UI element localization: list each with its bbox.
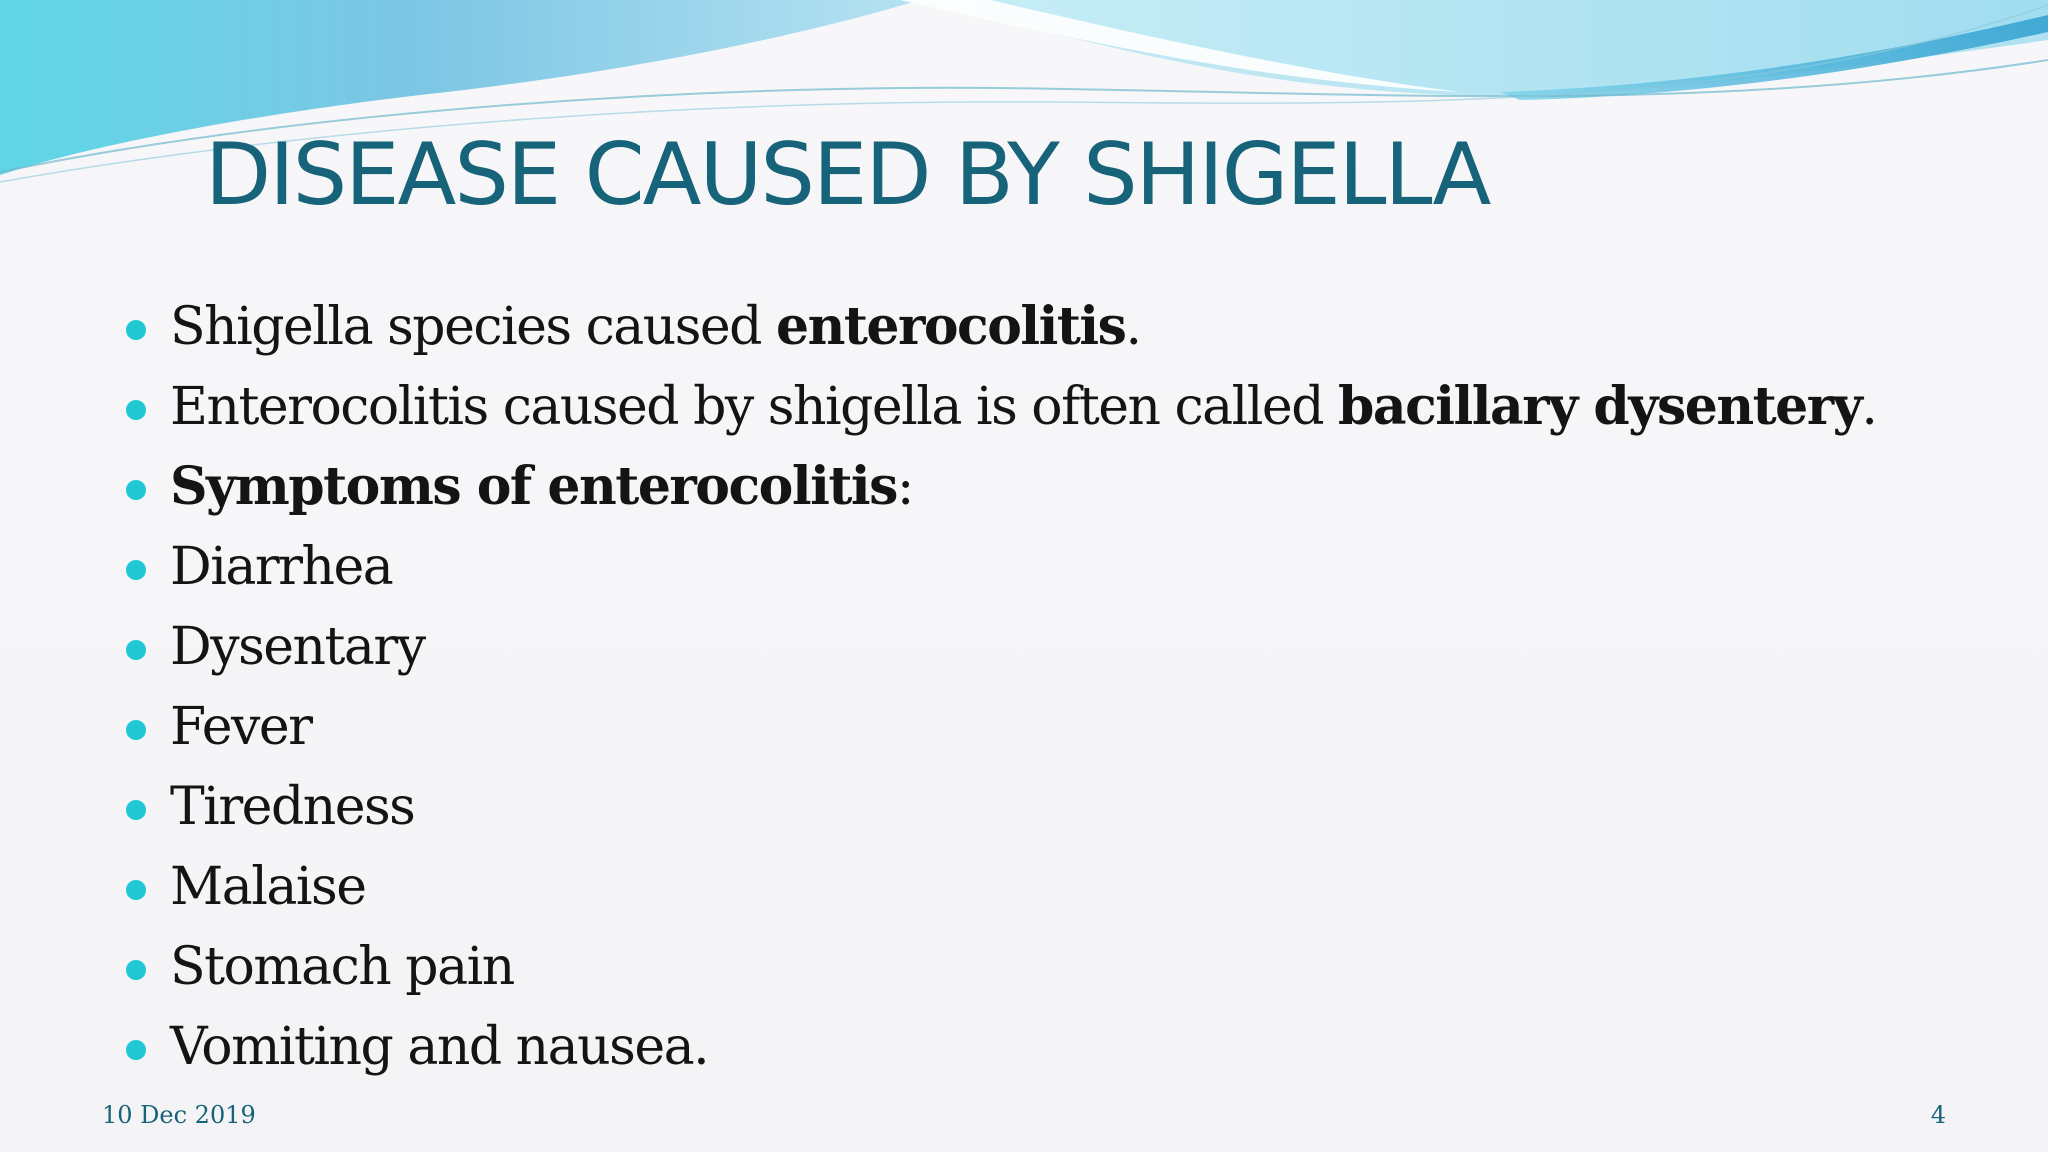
bullet-text: Enterocolitis caused by shigella is often called xyxy=(170,377,1339,437)
bullet-text: . xyxy=(1125,297,1141,357)
bullet-list xyxy=(126,287,1876,1087)
bullet-item xyxy=(126,847,1876,927)
bullet-dot-icon xyxy=(126,1040,146,1060)
bullet-text: Fever xyxy=(170,697,312,757)
bullet-item xyxy=(126,607,1876,687)
bullet-item xyxy=(126,1007,1876,1087)
footer-date: 10 Dec 2019 xyxy=(102,1101,256,1129)
bullet-item xyxy=(126,447,1876,527)
bullet-text: Tiredness xyxy=(170,777,415,837)
bullet-text: Malaise xyxy=(170,857,366,917)
bullet-item xyxy=(126,767,1876,847)
slide-title: DISEASE CAUSED BY SHIGELLA xyxy=(205,125,1490,225)
bullet-dot-icon xyxy=(126,640,146,660)
bullet-dot-icon xyxy=(126,400,146,420)
bullet-dot-icon xyxy=(126,560,146,580)
bullet-item xyxy=(126,287,1876,367)
bullet-text: Dysentary xyxy=(170,617,425,677)
bullet-dot-icon xyxy=(126,320,146,340)
bullet-dot-icon xyxy=(126,800,146,820)
bullet-text: Vomiting and nausea. xyxy=(170,1017,709,1077)
bullet-item xyxy=(126,367,1876,447)
bullet-text: Shigella species caused xyxy=(170,297,776,357)
slide-number: 4 xyxy=(1930,1101,1946,1129)
bullet-text-bold: bacillary dysentery xyxy=(1338,376,1862,437)
bullet-item xyxy=(126,927,1876,1007)
bullet-text: Diarrhea xyxy=(170,537,393,597)
bullet-dot-icon xyxy=(126,880,146,900)
bullet-dot-icon xyxy=(126,960,146,980)
bullet-item xyxy=(126,687,1876,767)
bullet-text: . xyxy=(1861,377,1877,437)
bullet-dot-icon xyxy=(126,720,146,740)
bullet-text-bold: Symptoms of enterocolitis xyxy=(170,456,897,517)
bullet-text-bold: enterocolitis xyxy=(775,296,1126,357)
bullet-dot-icon xyxy=(126,480,146,500)
bullet-item xyxy=(126,527,1876,607)
bullet-text: Stomach pain xyxy=(170,937,514,997)
bullet-text: : xyxy=(896,457,913,517)
